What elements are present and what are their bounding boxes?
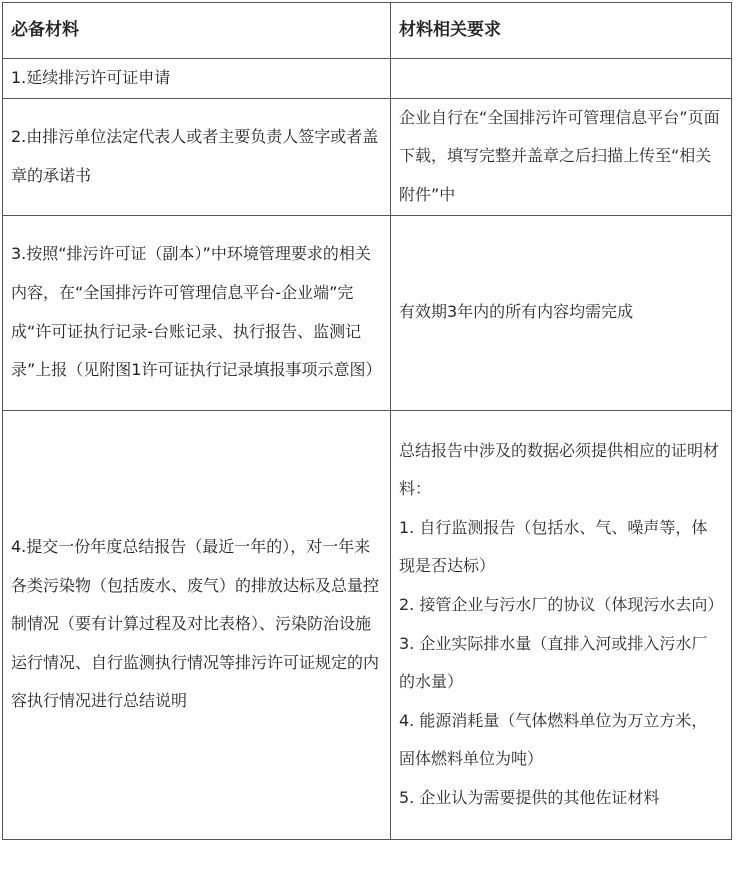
requirement-item-1: 1. 自行监测报告（包括水、气、噪声等，体现是否达标）	[399, 517, 708, 576]
requirement-item-4: 4. 能源消耗量（气体燃料单位为万立方米，固体燃料单位为吨）	[399, 710, 708, 769]
material-cell: 1.延续排污许可证申请	[3, 59, 391, 99]
header-required-materials: 必备材料	[3, 3, 391, 59]
requirement-cell	[391, 215, 732, 410]
requirement-item-2: 2. 接管企业与污水厂的协议（体现污水去向）	[399, 595, 724, 614]
table-header-row	[3, 3, 732, 59]
requirement-text: 企业自行在“全国排污许可管理信息平台”页面下载，填写完整并盖章之后扫描上传至“相关附件”中	[399, 107, 720, 204]
requirement-text: 有效期3年内的所有内容均需完成	[399, 302, 634, 322]
requirement-item-5: 5. 企业认为需要提供的其他佐证材料	[399, 787, 660, 807]
material-cell: 4.提交一份年度总结报告（最近一年的），对一年来各类污染物（包括废水、废气）的排放达标及总量控制情况（要有计算过程及对比表格）、污染防治设施运行情况、自行监测执行情况等排污许可证规定的内容执行情况进行总结说明	[3, 410, 391, 839]
material-cell: 3.按照“排污许可证（副本）”中环境管理要求的相关内容，在“全国排污许可管理信息平台-企业端”完成“许可证执行记录-台账记录、执行报告、监测记录”上报（见附图1许可证执行记录填报事项示意图）	[3, 215, 391, 410]
table-row	[3, 98, 732, 215]
requirement-cell	[391, 98, 732, 215]
table-row	[3, 215, 732, 410]
table-row	[3, 410, 732, 839]
table-row	[3, 59, 732, 99]
requirement-cell	[391, 410, 732, 839]
material-cell: 2.由排污单位法定代表人或者主要负责人签字或者盖章的承诺书	[3, 98, 391, 215]
requirement-intro: 总结报告中涉及的数据必须提供相应的证明材料：	[399, 440, 720, 499]
requirement-cell	[391, 59, 732, 99]
materials-table	[2, 2, 732, 840]
header-material-requirements: 材料相关要求	[391, 3, 732, 59]
requirement-item-3: 3. 企业实际排水量（直排入河或排入污水厂的水量）	[399, 633, 708, 692]
